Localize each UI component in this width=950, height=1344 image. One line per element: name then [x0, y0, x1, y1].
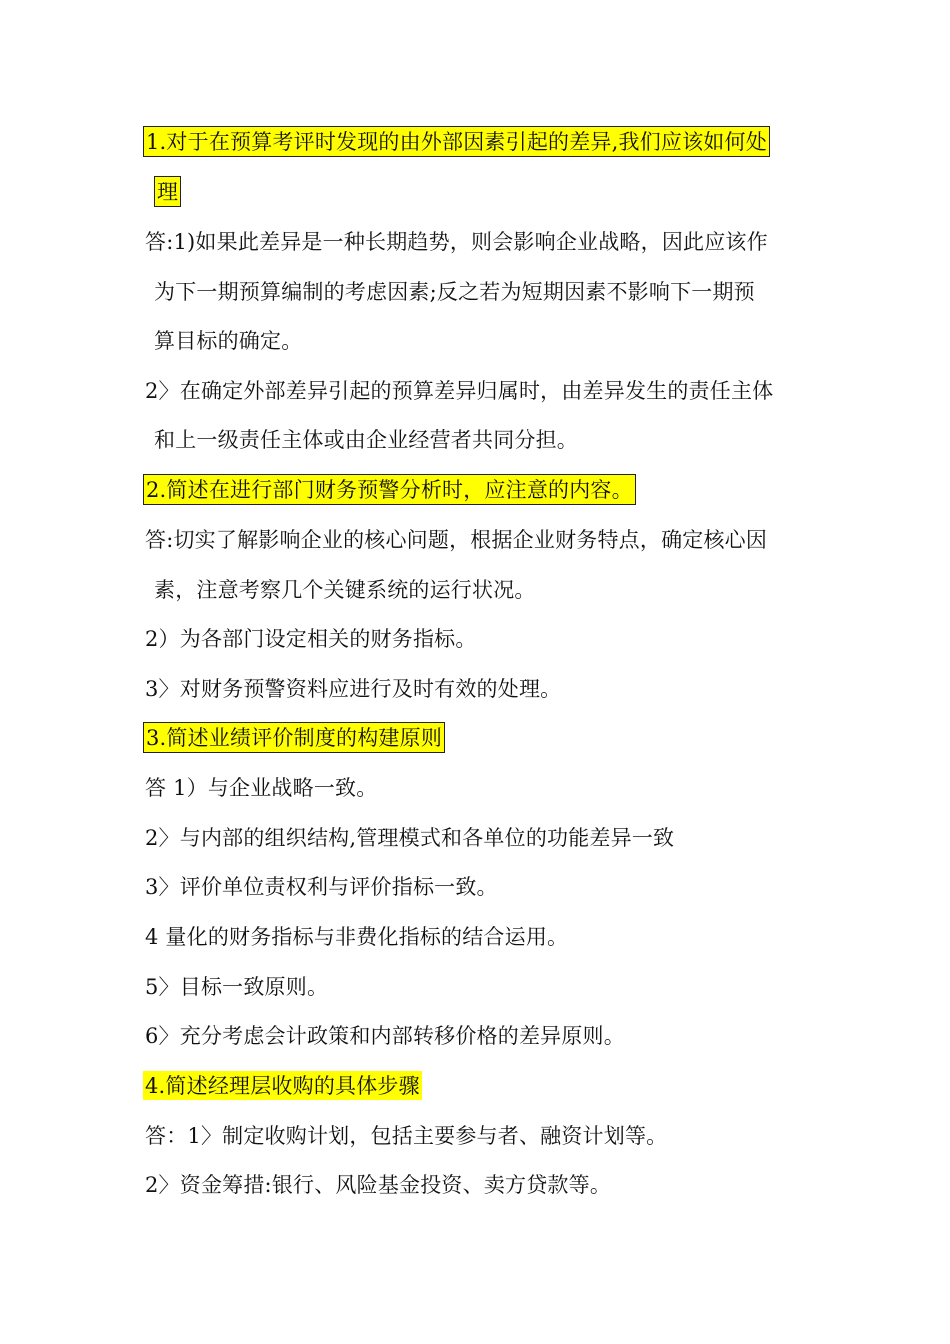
- question-3-line-1: [143, 723, 445, 753]
- question-1-line-2: [154, 177, 181, 207]
- question-1-highlight-cont: 理: [154, 176, 181, 207]
- question-3-highlight: 3.简述业绩评价制度的构建原则: [143, 722, 445, 753]
- question-4-line-1: [143, 1071, 422, 1101]
- answer-4-line-1: 答：1〉制定收购计划，包括主要参与者、融资计划等。: [145, 1124, 668, 1148]
- answer-2-line-1: 答:切实了解影响企业的核心问题，根据企业财务特点，确定核心因: [145, 528, 768, 552]
- answer-4-line-2: 2〉资金筹措:银行、风险基金投资、卖方贷款等。: [145, 1173, 612, 1197]
- answer-1-line-5: 和上一级责任主体或由企业经营者共同分担。: [154, 428, 578, 452]
- answer-1-line-4: 2〉在确定外部差异引起的预算差异归属时，由差异发生的责任主体: [145, 379, 774, 403]
- question-1-line-1: [143, 127, 770, 157]
- answer-1-line-1: 答:1)如果此差异是一种长期趋势，则会影响企业战略，因此应该作: [145, 230, 768, 254]
- answer-1-line-3: 算目标的确定。: [154, 329, 303, 353]
- question-2-line-1: [143, 475, 636, 505]
- answer-1-line-2: 为下一期预算编制的考虑因素;反之若为短期因素不影响下一期预: [154, 280, 755, 304]
- answer-3-line-2: 2〉与内部的组织结构,管理模式和各单位的功能差异一致: [145, 826, 675, 850]
- answer-3-line-3: 3〉评价单位责权利与评价指标一致。: [145, 875, 498, 899]
- answer-3-line-6: 6〉充分考虑会计政策和内部转移价格的差异原则。: [145, 1024, 625, 1048]
- question-2-highlight: 2.简述在进行部门财务预警分析时，应注意的内容。: [143, 474, 636, 505]
- answer-2-line-2: 素，注意考察几个关键系统的运行状况。: [154, 578, 536, 602]
- answer-2-line-4: 3〉对财务预警资料应进行及时有效的处理。: [145, 677, 562, 701]
- answer-2-line-3: 2）为各部门设定相关的财务指标。: [145, 627, 477, 651]
- question-4-highlight: 4.简述经理层收购的具体步骤: [143, 1071, 422, 1100]
- answer-3-line-5: 5〉目标一致原则。: [145, 975, 329, 999]
- answer-3-line-1: 答 1）与企业战略一致。: [145, 776, 378, 800]
- question-1-highlight: 1.对于在预算考评时发现的由外部因素引起的差异,我们应该如何处: [143, 126, 770, 157]
- answer-3-line-4: 4 量化的财务指标与非费化指标的结合运用。: [145, 925, 569, 949]
